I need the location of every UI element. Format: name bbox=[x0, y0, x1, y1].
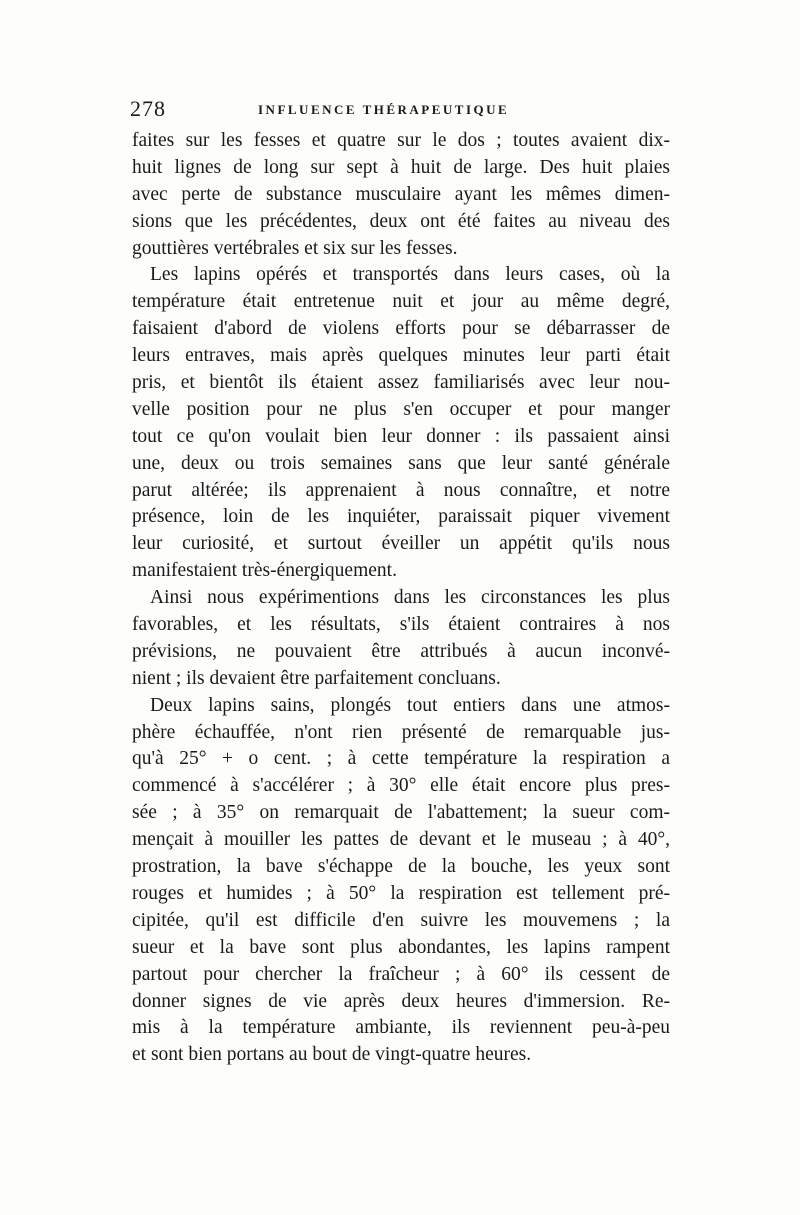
text-line: donner signes de vie après deux heures d'immersion. Re- bbox=[132, 990, 670, 1012]
text-line: leurs entraves, mais après quelques minutes leur parti était bbox=[132, 345, 670, 367]
text-line: partout pour chercher la fraîcheur ; à 60° ils cessent de bbox=[132, 963, 670, 985]
text-line: huit lignes de long sur sept à huit de large. Des huit plaies bbox=[132, 156, 670, 178]
text-line: commencé à s'accélérer ; à 30° elle était encore plus pres- bbox=[132, 775, 670, 797]
text-line: et sont bien portans au bout de vingt-quatre heures. bbox=[132, 1044, 532, 1066]
text-line: nient ; ils devaient être parfaitement concluans. bbox=[132, 667, 501, 689]
page-number: 278 bbox=[130, 96, 166, 121]
text-line: favorables, et les résultats, s'ils étaient contraires à nos bbox=[132, 614, 670, 636]
text-line: faisaient d'abord de violens efforts pour se débarrasser de bbox=[132, 318, 670, 340]
text-line: rouges et humides ; à 50° la respiration est tellement pré- bbox=[132, 882, 670, 904]
text-line: Les lapins opérés et transportés dans leurs cases, où la bbox=[150, 264, 670, 286]
text-line: Ainsi nous expérimentions dans les circonstances les plus bbox=[150, 587, 670, 609]
text-line: phère échauffée, n'ont rien présenté de remarquable jus- bbox=[132, 721, 670, 743]
text-line: sueur et la bave sont plus abondantes, les lapins rampent bbox=[132, 936, 670, 958]
text-line: température était entretenue nuit et jour au même degré, bbox=[132, 291, 670, 313]
text-line: Deux lapins sains, plongés tout entiers dans une atmos- bbox=[150, 694, 670, 716]
text-line: une, deux ou trois semaines sans que leur santé générale bbox=[132, 452, 670, 474]
text-line: cipitée, qu'il est difficile d'en suivre les mouvemens ; la bbox=[132, 909, 670, 931]
text-line: sions que les précédentes, deux ont été faites au niveau des bbox=[132, 210, 670, 232]
text-line: pris, et bientôt ils étaient assez familiarisés avec leur nou- bbox=[132, 372, 670, 394]
text-line: faites sur les fesses et quatre sur le dos ; toutes avaient dix- bbox=[132, 130, 670, 151]
text-line: manifestaient très-énergiquement. bbox=[132, 560, 397, 582]
text-line: mis à la température ambiante, ils reviennent peu-à-peu bbox=[132, 1017, 670, 1039]
text-line: tout ce qu'on voulait bien leur donner : ils passaient ainsi bbox=[132, 425, 670, 447]
text-line: qu'à 25° + o cent. ; à cette température la respiration a bbox=[132, 748, 670, 770]
body-text bbox=[132, 128, 670, 1069]
running-title: INFLUENCE THÉRAPEUTIQUE bbox=[258, 102, 510, 117]
text-line: gouttières vertébrales et six sur les fesses. bbox=[132, 237, 458, 259]
text-line: avec perte de substance musculaire ayant les mêmes dimen- bbox=[132, 183, 670, 205]
page-header bbox=[130, 96, 670, 126]
text-line: leur curiosité, et surtout éveiller un appétit qu'ils nous bbox=[132, 533, 670, 555]
text-line: mençait à mouiller les pattes de devant et le museau ; à 40°, bbox=[132, 829, 670, 851]
text-line: sée ; à 35° on remarquait de l'abattement; la sueur com- bbox=[132, 802, 670, 824]
text-line: prostration, la bave s'échappe de la bouche, les yeux sont bbox=[132, 856, 670, 878]
text-line: parut altérée; ils apprenaient à nous connaître, et notre bbox=[132, 479, 670, 501]
text-line: velle position pour ne plus s'en occuper et pour manger bbox=[132, 398, 670, 420]
text-line: prévisions, ne pouvaient être attribués à aucun inconvé- bbox=[132, 640, 670, 662]
text-line: présence, loin de les inquiéter, paraissait piquer vivement bbox=[132, 506, 670, 528]
